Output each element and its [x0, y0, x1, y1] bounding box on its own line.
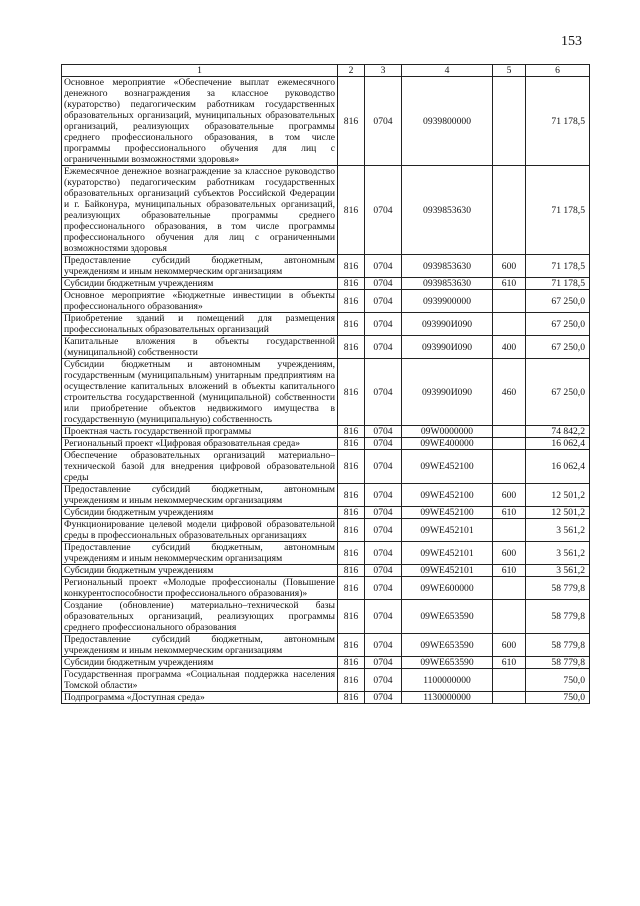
- amount: 12 501,2: [526, 507, 590, 519]
- table-row: [62, 450, 590, 484]
- section-code: 0704: [365, 634, 402, 657]
- table-row: [62, 438, 590, 450]
- amount: 58 779,8: [526, 577, 590, 600]
- ministry-code: 816: [338, 426, 365, 438]
- expense-type: 610: [493, 657, 526, 669]
- amount: 71 178,5: [526, 255, 590, 278]
- ministry-code: 816: [338, 336, 365, 359]
- table-row: [62, 426, 590, 438]
- table-row: [62, 657, 590, 669]
- expense-type: [493, 577, 526, 600]
- target-article: 0939853630: [402, 278, 493, 290]
- ministry-code: 816: [338, 657, 365, 669]
- column-header-1: 1: [62, 65, 338, 77]
- expense-type: [493, 166, 526, 255]
- section-code: 0704: [365, 255, 402, 278]
- table-row: [62, 278, 590, 290]
- amount: 3 561,2: [526, 542, 590, 565]
- section-code: 0704: [365, 438, 402, 450]
- target-article: 09WE452101: [402, 542, 493, 565]
- expense-type: 610: [493, 507, 526, 519]
- expense-type: [493, 669, 526, 692]
- ministry-code: 816: [338, 290, 365, 313]
- table-row: [62, 669, 590, 692]
- ministry-code: 816: [338, 77, 365, 166]
- target-article: 09WE452100: [402, 507, 493, 519]
- section-code: 0704: [365, 77, 402, 166]
- expense-type: [493, 426, 526, 438]
- target-article: 0939853630: [402, 166, 493, 255]
- table-row: [62, 484, 590, 507]
- section-code: 0704: [365, 692, 402, 704]
- table-row: [62, 634, 590, 657]
- target-article: 0939853630: [402, 255, 493, 278]
- expense-type: [493, 519, 526, 542]
- expense-type: 460: [493, 359, 526, 426]
- ministry-code: 816: [338, 634, 365, 657]
- expense-type: [493, 450, 526, 484]
- table-row: [62, 290, 590, 313]
- section-code: 0704: [365, 542, 402, 565]
- item-name: Капитальные вложения в объекты государственной (муниципальной) собственности: [62, 336, 338, 359]
- target-article: 093990И090: [402, 336, 493, 359]
- ministry-code: 816: [338, 692, 365, 704]
- column-header-6: 6: [526, 65, 590, 77]
- section-code: 0704: [365, 426, 402, 438]
- target-article: 0939900000: [402, 290, 493, 313]
- amount: 74 842,2: [526, 426, 590, 438]
- amount: 71 178,5: [526, 166, 590, 255]
- ministry-code: 816: [338, 565, 365, 577]
- section-code: 0704: [365, 450, 402, 484]
- expense-type: 600: [493, 255, 526, 278]
- amount: 12 501,2: [526, 484, 590, 507]
- item-name: Субсидии бюджетным и автономным учреждениям, государственным (муниципальным) унитарным предприятиям на осуществление капитальных вложений в объекты капитального строительства государственной (муниципальной) собственности или приобретение объектов недвижимого имущества в государственную (муниципальную) собственность: [62, 359, 338, 426]
- target-article: 09WE452100: [402, 484, 493, 507]
- section-code: 0704: [365, 519, 402, 542]
- budget-table: [61, 64, 590, 704]
- amount: 67 250,0: [526, 336, 590, 359]
- amount: 71 178,5: [526, 77, 590, 166]
- expense-type: [493, 438, 526, 450]
- section-code: 0704: [365, 669, 402, 692]
- table-row: [62, 600, 590, 634]
- amount: 750,0: [526, 692, 590, 704]
- column-header-2: 2: [338, 65, 365, 77]
- target-article: 09WE653590: [402, 657, 493, 669]
- target-article: 09WE452101: [402, 565, 493, 577]
- header-row: [62, 65, 590, 77]
- expense-type: [493, 290, 526, 313]
- amount: 16 062,4: [526, 438, 590, 450]
- ministry-code: 816: [338, 166, 365, 255]
- item-name: Субсидии бюджетным учреждениям: [62, 657, 338, 669]
- ministry-code: 816: [338, 507, 365, 519]
- item-name: Предоставление субсидий бюджетным, автономным учреждениям и иным некоммерческим организациям: [62, 255, 338, 278]
- ministry-code: 816: [338, 313, 365, 336]
- expense-type: [493, 77, 526, 166]
- amount: 67 250,0: [526, 359, 590, 426]
- amount: 750,0: [526, 669, 590, 692]
- item-name: Основное мероприятие «Обеспечение выплат ежемесячного денежного вознаграждения за классное руководство (кураторство) педагогическим работникам государственных образовательных организаций, муниципальных образовательных организаций, реализующих образовательные программы среднего профессионального образования, в том числе программы профессионального обучения для лиц с ограниченными возможностями здоровья»: [62, 77, 338, 166]
- expense-type: [493, 313, 526, 336]
- target-article: 09WE452100: [402, 450, 493, 484]
- target-article: 09WE400000: [402, 438, 493, 450]
- amount: 3 561,2: [526, 565, 590, 577]
- ministry-code: 816: [338, 484, 365, 507]
- item-name: Функционирование целевой модели цифровой образовательной среды в профессиональных образовательных организациях: [62, 519, 338, 542]
- item-name: Обеспечение образовательных организаций материально–технической базой для внедрения цифровой образовательной среды: [62, 450, 338, 484]
- section-code: 0704: [365, 600, 402, 634]
- table-row: [62, 542, 590, 565]
- section-code: 0704: [365, 290, 402, 313]
- expense-type: [493, 600, 526, 634]
- item-name: Региональный проект «Молодые профессионалы (Повышение конкурентоспособности профессионального образования)»: [62, 577, 338, 600]
- table-row: [62, 359, 590, 426]
- table-row: [62, 313, 590, 336]
- ministry-code: 816: [338, 278, 365, 290]
- page-number: 153: [561, 34, 582, 49]
- ministry-code: 816: [338, 255, 365, 278]
- table-row: [62, 519, 590, 542]
- amount: 58 779,8: [526, 634, 590, 657]
- target-article: 0939800000: [402, 77, 493, 166]
- item-name: Приобретение зданий и помещений для размещения профессиональных образовательных организаций: [62, 313, 338, 336]
- item-name: Субсидии бюджетным учреждениям: [62, 507, 338, 519]
- table-body: [62, 77, 590, 704]
- amount: 71 178,5: [526, 278, 590, 290]
- item-name: Предоставление субсидий бюджетным, автономным учреждениям и иным некоммерческим организациям: [62, 484, 338, 507]
- table-header: [62, 65, 590, 77]
- column-header-3: 3: [365, 65, 402, 77]
- item-name: Проектная часть государственной программы: [62, 426, 338, 438]
- section-code: 0704: [365, 359, 402, 426]
- table-row: [62, 577, 590, 600]
- target-article: 09WE653590: [402, 600, 493, 634]
- ministry-code: 816: [338, 542, 365, 565]
- ministry-code: 816: [338, 450, 365, 484]
- item-name: Создание (обновление) материально–технической базы образовательных организаций, реализующих программы среднего профессионального образования: [62, 600, 338, 634]
- item-name: Субсидии бюджетным учреждениям: [62, 565, 338, 577]
- item-name: Предоставление субсидий бюджетным, автономным учреждениям и иным некоммерческим организациям: [62, 634, 338, 657]
- amount: 16 062,4: [526, 450, 590, 484]
- section-code: 0704: [365, 336, 402, 359]
- section-code: 0704: [365, 657, 402, 669]
- amount: 58 779,8: [526, 657, 590, 669]
- section-code: 0704: [365, 565, 402, 577]
- item-name: Подпрограмма «Доступная среда»: [62, 692, 338, 704]
- target-article: 1130000000: [402, 692, 493, 704]
- target-article: 09WE653590: [402, 634, 493, 657]
- item-name: Региональный проект «Цифровая образовательная среда»: [62, 438, 338, 450]
- target-article: 093990И090: [402, 359, 493, 426]
- amount: 67 250,0: [526, 290, 590, 313]
- table-row: [62, 77, 590, 166]
- item-name: Основное мероприятие «Бюджетные инвестиции в объекты профессионального образования»: [62, 290, 338, 313]
- target-article: 1100000000: [402, 669, 493, 692]
- expense-type: 610: [493, 278, 526, 290]
- table-row: [62, 336, 590, 359]
- target-article: 09W0000000: [402, 426, 493, 438]
- table-row: [62, 166, 590, 255]
- section-code: 0704: [365, 166, 402, 255]
- ministry-code: 816: [338, 600, 365, 634]
- amount: 67 250,0: [526, 313, 590, 336]
- section-code: 0704: [365, 313, 402, 336]
- table-row: [62, 255, 590, 278]
- item-name: Предоставление субсидий бюджетным, автономным учреждениям и иным некоммерческим организациям: [62, 542, 338, 565]
- ministry-code: 816: [338, 438, 365, 450]
- section-code: 0704: [365, 484, 402, 507]
- expense-type: 600: [493, 484, 526, 507]
- target-article: 09WE452101: [402, 519, 493, 542]
- column-header-5: 5: [493, 65, 526, 77]
- ministry-code: 816: [338, 669, 365, 692]
- target-article: 09WE600000: [402, 577, 493, 600]
- table-row: [62, 692, 590, 704]
- table-row: [62, 507, 590, 519]
- section-code: 0704: [365, 577, 402, 600]
- expense-type: [493, 692, 526, 704]
- item-name: Субсидии бюджетным учреждениям: [62, 278, 338, 290]
- target-article: 093990И090: [402, 313, 493, 336]
- expense-type: 600: [493, 634, 526, 657]
- expense-type: 400: [493, 336, 526, 359]
- section-code: 0704: [365, 507, 402, 519]
- column-header-4: 4: [402, 65, 493, 77]
- ministry-code: 816: [338, 519, 365, 542]
- table-row: [62, 565, 590, 577]
- section-code: 0704: [365, 278, 402, 290]
- ministry-code: 816: [338, 577, 365, 600]
- item-name: Государственная программа «Социальная поддержка населения Томской области»: [62, 669, 338, 692]
- item-name: Ежемесячное денежное вознаграждение за классное руководство (кураторство) педагогическим работникам государственных образовательных организаций субъектов Российской Федерации и г. Байконура, муниципальных образовательных организаций, реализующих образовательные программы среднего профессионального образования, в том числе программы профессионального обучения для лиц с ограниченными возможностями здоровья: [62, 166, 338, 255]
- amount: 3 561,2: [526, 519, 590, 542]
- amount: 58 779,8: [526, 600, 590, 634]
- expense-type: 610: [493, 565, 526, 577]
- ministry-code: 816: [338, 359, 365, 426]
- expense-type: 600: [493, 542, 526, 565]
